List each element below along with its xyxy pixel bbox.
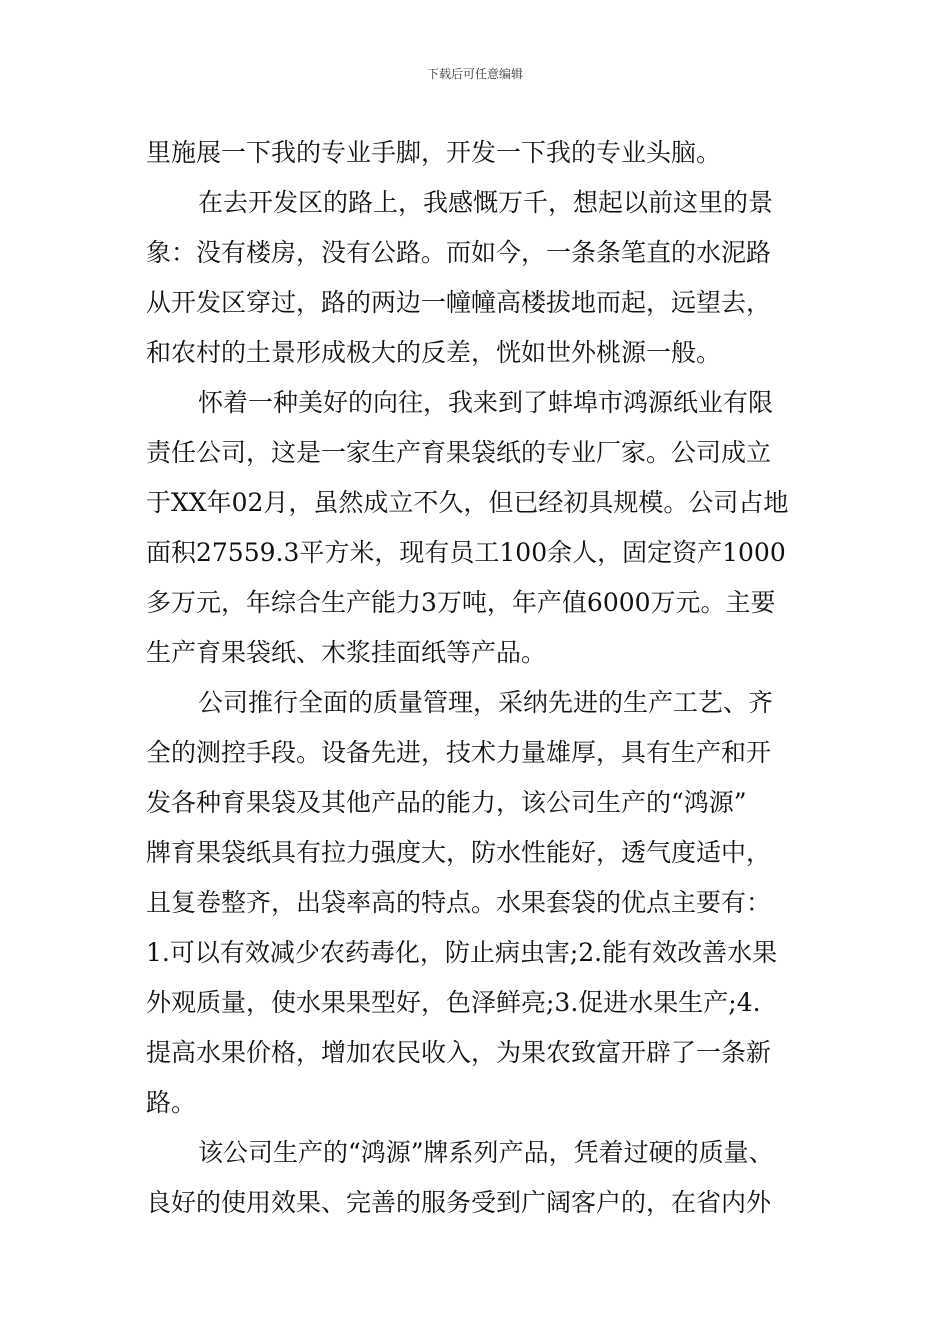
text-line: 面积27559.3平方米，现有员工100余人，固定资产1000 bbox=[146, 538, 786, 567]
text-line: 路。 bbox=[146, 1088, 197, 1117]
text-line: 牌育果袋纸具有拉力强度大，防水性能好，透气度适中， bbox=[146, 838, 772, 867]
paragraph-first-line: 在去开发区的路上，我感慨万千，想起以前这里的景 bbox=[198, 188, 774, 217]
text-line: 多万元，年综合生产能力3万吨，年产值6000万元。主要 bbox=[146, 588, 776, 617]
paragraph-first-line: 公司推行全面的质量管理，采纳先进的生产工艺、齐 bbox=[198, 688, 774, 717]
text-line: 里施展一下我的专业手脚，开发一下我的专业头脑。 bbox=[146, 138, 722, 167]
text-line: 且复卷整齐，出袋率高的特点。水果套袋的优点主要有： bbox=[146, 888, 772, 917]
paragraph-first-line: 该公司生产的“鸿源”牌系列产品，凭着过硬的质量、 bbox=[198, 1138, 774, 1167]
document-body bbox=[146, 128, 836, 1228]
text-line: 发各种育果袋及其他产品的能力，该公司生产的“鸿源” bbox=[146, 788, 747, 817]
text-line: 于XX年02月，虽然成立不久，但已经初具规模。公司占地 bbox=[146, 488, 789, 517]
text-line: 责任公司，这是一家生产育果袋纸的专业厂家。公司成立 bbox=[146, 438, 772, 467]
text-line: 良好的使用效果、完善的服务受到广阔客户的，在省内外 bbox=[146, 1188, 772, 1217]
paragraph-first-line: 怀着一种美好的向往，我来到了蚌埠市鸿源纸业有限 bbox=[198, 388, 774, 417]
text-line: 外观质量，使水果果型好，色泽鲜亮;3.促进水果生产;4. bbox=[146, 988, 761, 1017]
text-line: 全的测控手段。设备先进，技术力量雄厚，具有生产和开 bbox=[146, 738, 772, 767]
text-line: 象：没有楼房，没有公路。而如今，一条条笔直的水泥路 bbox=[146, 238, 772, 267]
page-header: 下载后可任意编辑 bbox=[426, 67, 523, 81]
text-line: 从开发区穿过，路的两边一幢幢高楼拔地而起，远望去， bbox=[146, 288, 772, 317]
text-line: 提高水果价格，增加农民收入，为果农致富开辟了一条新 bbox=[146, 1038, 772, 1067]
text-line: 1.可以有效减少农药毒化，防止病虫害;2.能有效改善水果 bbox=[146, 938, 778, 967]
text-line: 和农村的土景形成极大的反差，恍如世外桃源一般。 bbox=[146, 338, 722, 367]
text-line: 生产育果袋纸、木浆挂面纸等产品。 bbox=[146, 638, 547, 667]
